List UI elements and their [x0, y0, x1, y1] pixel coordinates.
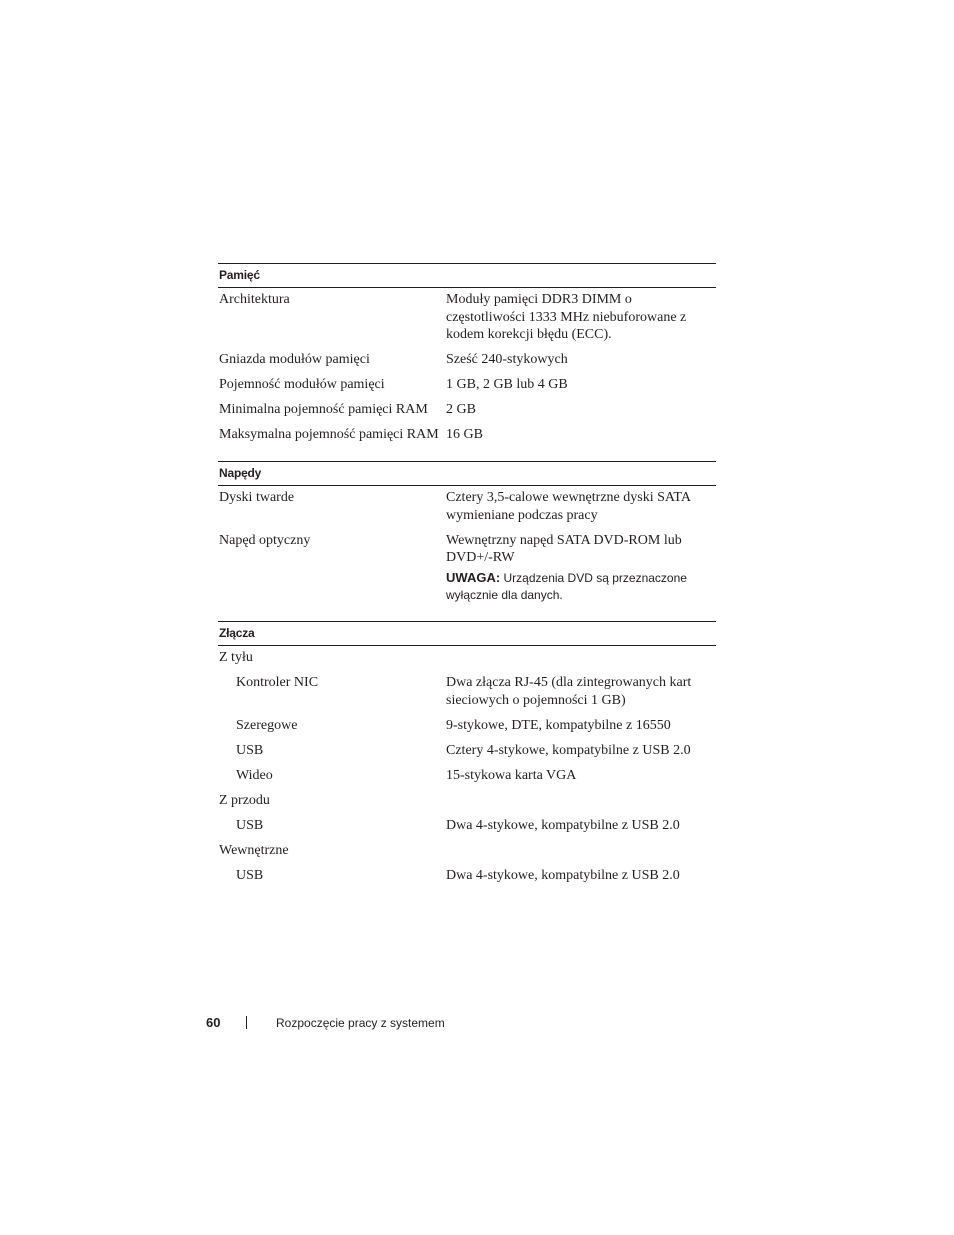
spec-row [218, 351, 716, 369]
spec-row [218, 649, 716, 667]
section-memory [218, 263, 716, 461]
section-drives [218, 461, 716, 621]
spec-value [446, 842, 716, 860]
section-title: Pamięć [218, 263, 716, 288]
spec-label: Wideo [236, 767, 273, 783]
spec-label: USB [236, 867, 264, 883]
spec-label: Architektura [219, 292, 290, 307]
page-footer [206, 1015, 445, 1030]
spec-row [218, 767, 716, 785]
spec-row [218, 742, 716, 760]
spec-row [218, 291, 716, 344]
spec-label: Minimalna pojemność pamięci RAM [219, 402, 428, 417]
spec-value: Moduły pamięci DDR3 DIMM o częstotliwości 1333 MHz niebuforowane z kodem korekcji błędu (ECC). [446, 292, 687, 342]
spec-label: Napęd optyczny [219, 532, 311, 548]
section-title: Złącza [218, 621, 716, 646]
spec-value: Sześć 240-stykowych [446, 352, 568, 367]
spec-row [218, 717, 716, 735]
spec-label: Dyski twarde [219, 490, 295, 505]
note-text: Urządzenia DVD są przeznaczone wyłącznie dla danych. [446, 570, 687, 602]
spec-value: 9-stykowe, DTE, kompatybilne z 16550 [446, 717, 671, 733]
spec-label: USB [236, 817, 264, 833]
spec-group-label: Z przodu [219, 792, 270, 808]
spec-value: 16 GB [446, 427, 483, 442]
spec-row [218, 532, 716, 604]
section-connectors [218, 621, 716, 902]
spec-group-label: Wewnętrzne [219, 842, 289, 858]
spec-group-label: Z tyłu [219, 650, 253, 665]
footer-title: Rozpoczęcie pracy z systemem [276, 1015, 445, 1030]
spec-row [218, 674, 716, 709]
spec-value: Cztery 3,5-calowe wewnętrzne dyski SATA wymieniane podczas pracy [446, 490, 691, 523]
spec-value: 2 GB [446, 402, 476, 417]
spec-row [218, 867, 716, 885]
spec-label: Gniazda modułów pamięci [219, 352, 370, 367]
spec-label: Szeregowe [236, 717, 298, 733]
spec-row [218, 376, 716, 394]
spec-label: Kontroler NIC [236, 675, 319, 690]
note-label: UWAGA: [446, 569, 501, 585]
spec-row [218, 401, 716, 419]
spec-row [218, 817, 716, 835]
spec-value: Dwa 4-stykowe, kompatybilne z USB 2.0 [446, 817, 680, 833]
spec-label: Maksymalna pojemność pamięci RAM [219, 427, 439, 442]
spec-value [446, 792, 716, 810]
spec-value: Dwa złącza RJ-45 (dla zintegrowanych kart sieciowych o pojemności 1 GB) [446, 675, 692, 708]
section-title: Napędy [218, 461, 716, 486]
spec-value: Wewnętrzny napęd SATA DVD-ROM lub DVD+/-RW [446, 532, 682, 565]
note [446, 569, 706, 604]
spec-value: Dwa 4-stykowe, kompatybilne z USB 2.0 [446, 867, 680, 883]
footer-separator [246, 1016, 247, 1029]
spec-row [218, 426, 716, 444]
spec-label: Pojemność modułów pamięci [219, 377, 385, 392]
page-number: 60 [206, 1015, 221, 1030]
spec-value: 15-stykowa karta VGA [446, 767, 577, 783]
spec-value [446, 649, 716, 667]
spec-value: Cztery 4-stykowe, kompatybilne z USB 2.0 [446, 742, 691, 758]
spec-value: 1 GB, 2 GB lub 4 GB [446, 377, 568, 392]
spec-table [218, 263, 716, 902]
spec-row [218, 842, 716, 860]
spec-row [218, 792, 716, 810]
spec-row [218, 489, 716, 524]
spec-value-with-note [446, 532, 716, 604]
spec-label: USB [236, 742, 264, 758]
